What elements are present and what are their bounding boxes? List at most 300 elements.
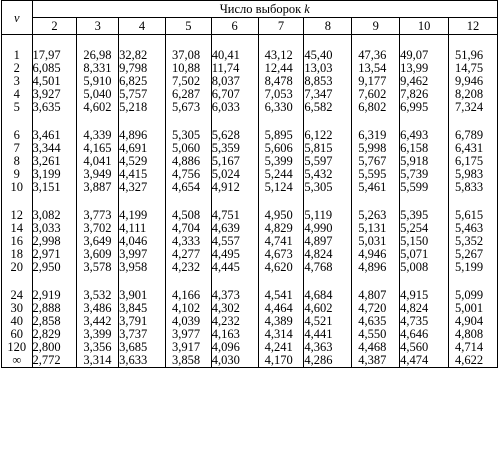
spacer-cell: [211, 194, 258, 209]
nu-cell: 30: [2, 302, 33, 315]
nu-cell: 6: [2, 129, 33, 142]
spacer-cell: [304, 274, 352, 289]
value-cell-k-4: 4,896: [119, 129, 166, 142]
value-cell-k-5: 4,756: [165, 168, 211, 181]
spacer-cell: [304, 35, 352, 50]
value-cell-k-5: 4,886: [165, 155, 211, 168]
value-cell-k-4: 3,791: [119, 315, 166, 328]
table-row: [2, 261, 498, 274]
value-cell-k-3: 4,165: [77, 142, 119, 155]
spacer-cell: [211, 274, 258, 289]
value-cell-k-8: 8,853: [304, 75, 352, 88]
nu-cell: 40: [2, 315, 33, 328]
value-cell-k-4: 3,737: [119, 328, 166, 341]
spacer-cell: [258, 274, 304, 289]
spacer-cell: [211, 35, 258, 50]
value-cell-k-9: 5,131: [352, 222, 400, 235]
spacer-cell: [77, 274, 119, 289]
spacer-row: [2, 274, 498, 289]
value-cell-k-8: 5,305: [304, 181, 352, 194]
value-cell-k-10: 4,646: [400, 328, 449, 341]
value-cell-k-5: 10,88: [165, 62, 211, 75]
value-cell-k-6: 4,096: [211, 341, 258, 354]
value-cell-k-5: 4,654: [165, 181, 211, 194]
value-cell-k-3: 5,040: [77, 88, 119, 101]
value-cell-k-9: 4,550: [352, 328, 400, 341]
value-cell-k-10: 6,995: [400, 101, 449, 114]
value-cell-k-9: 4,946: [352, 248, 400, 261]
value-cell-k-5: 7,502: [165, 75, 211, 88]
nu-cell: 20: [2, 261, 33, 274]
value-cell-k-10: 5,395: [400, 209, 449, 222]
column-header-k-5: 5: [165, 18, 211, 35]
spacer-cell: [258, 35, 304, 50]
value-cell-k-7: 4,829: [258, 222, 304, 235]
value-cell-k-9: 5,767: [352, 155, 400, 168]
column-header-k-12: 12: [449, 18, 498, 35]
spacer-cell: [449, 194, 498, 209]
value-cell-k-6: 4,751: [211, 209, 258, 222]
value-cell-k-7: 4,170: [258, 354, 304, 368]
spacer-cell: [449, 114, 498, 129]
value-cell-k-12: 5,833: [449, 181, 498, 194]
value-cell-k-5: 4,277: [165, 248, 211, 261]
spacer-cell: [352, 114, 400, 129]
value-cell-k-7: 5,606: [258, 142, 304, 155]
column-header-k-4: 4: [119, 18, 166, 35]
value-cell-k-2: 3,082: [32, 209, 77, 222]
value-cell-k-6: 4,639: [211, 222, 258, 235]
value-cell-k-2: 2,971: [32, 248, 77, 261]
value-cell-k-4: 5,218: [119, 101, 166, 114]
spacer-cell: [400, 114, 449, 129]
nu-cell: 9: [2, 168, 33, 181]
value-cell-k-3: 8,331: [77, 62, 119, 75]
value-cell-k-7: 7,053: [258, 88, 304, 101]
value-cell-k-2: 3,461: [32, 129, 77, 142]
value-cell-k-12: 5,615: [449, 209, 498, 222]
value-cell-k-4: 3,685: [119, 341, 166, 354]
value-cell-k-3: 4,339: [77, 129, 119, 142]
value-cell-k-7: 4,464: [258, 302, 304, 315]
value-cell-k-5: 4,232: [165, 261, 211, 274]
value-cell-k-5: 4,704: [165, 222, 211, 235]
value-cell-k-7: 12,44: [258, 62, 304, 75]
value-cell-k-3: 3,486: [77, 302, 119, 315]
value-cell-k-10: 49,07: [400, 49, 449, 62]
value-cell-k-6: 4,163: [211, 328, 258, 341]
spacer-cell: [2, 194, 33, 209]
value-cell-k-3: 3,609: [77, 248, 119, 261]
value-cell-k-12: 51,96: [449, 49, 498, 62]
value-cell-k-3: 4,602: [77, 101, 119, 114]
value-cell-k-8: 4,286: [304, 354, 352, 368]
value-cell-k-2: 3,033: [32, 222, 77, 235]
spacer-cell: [77, 35, 119, 50]
value-cell-k-8: 45,40: [304, 49, 352, 62]
spacer-cell: [119, 35, 166, 50]
value-cell-k-10: 9,462: [400, 75, 449, 88]
value-cell-k-6: 6,707: [211, 88, 258, 101]
value-cell-k-7: 5,895: [258, 129, 304, 142]
value-cell-k-9: 5,263: [352, 209, 400, 222]
value-cell-k-5: 4,102: [165, 302, 211, 315]
value-cell-k-3: 3,578: [77, 261, 119, 274]
header-row-columns: [2, 18, 498, 35]
nu-cell: ∞: [2, 354, 33, 368]
table-row: [2, 101, 498, 114]
value-cell-k-3: 4,041: [77, 155, 119, 168]
value-cell-k-6: 4,445: [211, 261, 258, 274]
value-cell-k-2: 2,829: [32, 328, 77, 341]
value-cell-k-5: 3,977: [165, 328, 211, 341]
value-cell-k-5: 4,039: [165, 315, 211, 328]
spacer-cell: [119, 194, 166, 209]
value-cell-k-6: 5,167: [211, 155, 258, 168]
value-cell-k-12: 4,904: [449, 315, 498, 328]
value-cell-k-3: 3,314: [77, 354, 119, 368]
value-cell-k-7: 4,620: [258, 261, 304, 274]
value-cell-k-4: 4,691: [119, 142, 166, 155]
value-cell-k-6: 4,495: [211, 248, 258, 261]
value-cell-k-2: 2,919: [32, 289, 77, 302]
spacer-cell: [2, 35, 33, 50]
value-cell-k-9: 4,635: [352, 315, 400, 328]
value-cell-k-9: 7,602: [352, 88, 400, 101]
value-cell-k-12: 6,431: [449, 142, 498, 155]
value-cell-k-12: 9,946: [449, 75, 498, 88]
value-cell-k-4: 4,199: [119, 209, 166, 222]
value-cell-k-10: 4,560: [400, 341, 449, 354]
value-cell-k-8: 5,597: [304, 155, 352, 168]
nu-cell: 24: [2, 289, 33, 302]
value-cell-k-9: 47,36: [352, 49, 400, 62]
value-cell-k-3: 3,356: [77, 341, 119, 354]
value-cell-k-7: 4,950: [258, 209, 304, 222]
value-cell-k-10: 4,824: [400, 302, 449, 315]
spacer-cell: [32, 194, 77, 209]
value-cell-k-10: 4,915: [400, 289, 449, 302]
value-cell-k-10: 6,158: [400, 142, 449, 155]
nu-cell: 14: [2, 222, 33, 235]
value-cell-k-2: 4,501: [32, 75, 77, 88]
value-cell-k-3: 3,532: [77, 289, 119, 302]
value-cell-k-2: 6,085: [32, 62, 77, 75]
value-cell-k-2: 2,772: [32, 354, 77, 368]
table-title-text: Число выборок: [219, 1, 305, 16]
value-cell-k-2: 2,888: [32, 302, 77, 315]
value-cell-k-2: 3,635: [32, 101, 77, 114]
value-cell-k-9: 6,802: [352, 101, 400, 114]
spacer-cell: [258, 194, 304, 209]
value-cell-k-10: 7,826: [400, 88, 449, 101]
value-cell-k-3: 3,949: [77, 168, 119, 181]
value-cell-k-5: 4,508: [165, 209, 211, 222]
value-cell-k-5: 4,166: [165, 289, 211, 302]
value-cell-k-4: 4,529: [119, 155, 166, 168]
value-cell-k-4: 4,111: [119, 222, 166, 235]
spacer-cell: [352, 274, 400, 289]
spacer-cell: [2, 114, 33, 129]
value-cell-k-12: 4,808: [449, 328, 498, 341]
value-cell-k-9: 13,54: [352, 62, 400, 75]
value-cell-k-3: 3,887: [77, 181, 119, 194]
value-cell-k-6: 5,628: [211, 129, 258, 142]
value-cell-k-12: 7,324: [449, 101, 498, 114]
spacer-row: [2, 194, 498, 209]
value-cell-k-4: 4,415: [119, 168, 166, 181]
value-cell-k-3: 5,910: [77, 75, 119, 88]
value-cell-k-4: 9,798: [119, 62, 166, 75]
value-cell-k-10: 5,918: [400, 155, 449, 168]
value-cell-k-4: 6,825: [119, 75, 166, 88]
value-cell-k-10: 4,735: [400, 315, 449, 328]
spacer-cell: [119, 114, 166, 129]
value-cell-k-8: 5,432: [304, 168, 352, 181]
value-cell-k-4: 3,633: [119, 354, 166, 368]
value-cell-k-12: 14,75: [449, 62, 498, 75]
spacer-cell: [352, 194, 400, 209]
value-cell-k-8: 6,122: [304, 129, 352, 142]
spacer-cell: [77, 194, 119, 209]
value-cell-k-6: 11,74: [211, 62, 258, 75]
spacer-cell: [211, 114, 258, 129]
spacer-cell: [165, 114, 211, 129]
value-cell-k-3: 26,98: [77, 49, 119, 62]
spacer-cell: [258, 114, 304, 129]
spacer-cell: [32, 274, 77, 289]
value-cell-k-10: 4,474: [400, 354, 449, 368]
table-body: [2, 35, 498, 368]
value-cell-k-3: 3,649: [77, 235, 119, 248]
value-cell-k-2: 2,998: [32, 235, 77, 248]
value-cell-k-8: 4,363: [304, 341, 352, 354]
value-cell-k-12: 6,175: [449, 155, 498, 168]
value-cell-k-7: 4,389: [258, 315, 304, 328]
column-header-k-3: 3: [77, 18, 119, 35]
value-cell-k-8: 13,03: [304, 62, 352, 75]
value-cell-k-2: 2,950: [32, 261, 77, 274]
nu-cell: 60: [2, 328, 33, 341]
value-cell-k-8: 6,582: [304, 101, 352, 114]
value-cell-k-12: 5,099: [449, 289, 498, 302]
value-cell-k-9: 4,807: [352, 289, 400, 302]
critical-values-table-container: [1, 0, 499, 450]
value-cell-k-8: 4,684: [304, 289, 352, 302]
table-title-k: k: [304, 1, 310, 16]
spacer-cell: [32, 114, 77, 129]
value-cell-k-7: 8,478: [258, 75, 304, 88]
spacer-cell: [400, 274, 449, 289]
value-cell-k-7: 4,741: [258, 235, 304, 248]
value-cell-k-6: 4,912: [211, 181, 258, 194]
table-title: [32, 1, 497, 18]
value-cell-k-6: 4,557: [211, 235, 258, 248]
value-cell-k-6: 5,359: [211, 142, 258, 155]
spacer-row: [2, 35, 498, 50]
nu-cell: 7: [2, 142, 33, 155]
nu-cell: 2: [2, 62, 33, 75]
column-header-k-10: 10: [400, 18, 449, 35]
value-cell-k-12: 8,208: [449, 88, 498, 101]
value-cell-k-5: 37,08: [165, 49, 211, 62]
nu-cell: 12: [2, 209, 33, 222]
column-header-k-6: 6: [211, 18, 258, 35]
value-cell-k-7: 5,244: [258, 168, 304, 181]
value-cell-k-2: 17,97: [32, 49, 77, 62]
spacer-cell: [304, 114, 352, 129]
value-cell-k-8: 4,602: [304, 302, 352, 315]
nu-column-header: [2, 1, 33, 35]
spacer-cell: [165, 35, 211, 50]
value-cell-k-2: 3,199: [32, 168, 77, 181]
value-cell-k-8: 4,897: [304, 235, 352, 248]
spacer-cell: [400, 35, 449, 50]
value-cell-k-4: 3,901: [119, 289, 166, 302]
value-cell-k-6: 5,024: [211, 168, 258, 181]
value-cell-k-12: 5,352: [449, 235, 498, 248]
value-cell-k-12: 5,001: [449, 302, 498, 315]
value-cell-k-10: 5,599: [400, 181, 449, 194]
value-cell-k-5: 5,060: [165, 142, 211, 155]
value-cell-k-4: 3,958: [119, 261, 166, 274]
value-cell-k-2: 2,800: [32, 341, 77, 354]
value-cell-k-6: 4,232: [211, 315, 258, 328]
value-cell-k-9: 4,387: [352, 354, 400, 368]
value-cell-k-8: 4,824: [304, 248, 352, 261]
value-cell-k-9: 5,595: [352, 168, 400, 181]
spacer-cell: [400, 194, 449, 209]
value-cell-k-12: 5,199: [449, 261, 498, 274]
value-cell-k-9: 5,461: [352, 181, 400, 194]
value-cell-k-9: 4,720: [352, 302, 400, 315]
nu-cell: 4: [2, 88, 33, 101]
value-cell-k-4: 3,997: [119, 248, 166, 261]
value-cell-k-7: 4,241: [258, 341, 304, 354]
value-cell-k-7: 5,124: [258, 181, 304, 194]
value-cell-k-10: 5,071: [400, 248, 449, 261]
value-cell-k-7: 4,541: [258, 289, 304, 302]
value-cell-k-7: 6,330: [258, 101, 304, 114]
value-cell-k-12: 5,267: [449, 248, 498, 261]
value-cell-k-6: 4,030: [211, 354, 258, 368]
value-cell-k-12: 5,463: [449, 222, 498, 235]
value-cell-k-6: 4,373: [211, 289, 258, 302]
value-cell-k-5: 6,287: [165, 88, 211, 101]
nu-cell: 120: [2, 341, 33, 354]
spacer-row: [2, 114, 498, 129]
value-cell-k-7: 43,12: [258, 49, 304, 62]
value-cell-k-2: 3,261: [32, 155, 77, 168]
value-cell-k-10: 5,254: [400, 222, 449, 235]
value-cell-k-10: 5,008: [400, 261, 449, 274]
value-cell-k-4: 4,046: [119, 235, 166, 248]
value-cell-k-9: 4,468: [352, 341, 400, 354]
value-cell-k-2: 3,151: [32, 181, 77, 194]
value-cell-k-5: 5,305: [165, 129, 211, 142]
value-cell-k-2: 3,344: [32, 142, 77, 155]
value-cell-k-7: 5,399: [258, 155, 304, 168]
value-cell-k-8: 7,347: [304, 88, 352, 101]
spacer-cell: [77, 114, 119, 129]
nu-cell: 16: [2, 235, 33, 248]
value-cell-k-8: 5,815: [304, 142, 352, 155]
value-cell-k-2: 2,858: [32, 315, 77, 328]
nu-symbol: ν: [13, 11, 20, 25]
value-cell-k-10: 13,99: [400, 62, 449, 75]
nu-cell: 8: [2, 155, 33, 168]
value-cell-k-5: 3,917: [165, 341, 211, 354]
nu-cell: 3: [2, 75, 33, 88]
value-cell-k-12: 5,983: [449, 168, 498, 181]
value-cell-k-9: 5,998: [352, 142, 400, 155]
value-cell-k-8: 4,521: [304, 315, 352, 328]
value-cell-k-3: 3,442: [77, 315, 119, 328]
table-row: [2, 181, 498, 194]
value-cell-k-5: 4,333: [165, 235, 211, 248]
column-header-k-9: 9: [352, 18, 400, 35]
spacer-cell: [2, 274, 33, 289]
value-cell-k-10: 5,150: [400, 235, 449, 248]
value-cell-k-9: 5,031: [352, 235, 400, 248]
value-cell-k-8: 5,119: [304, 209, 352, 222]
value-cell-k-4: 3,845: [119, 302, 166, 315]
critical-values-table: [1, 0, 498, 368]
value-cell-k-3: 3,399: [77, 328, 119, 341]
nu-cell: 10: [2, 181, 33, 194]
value-cell-k-9: 6,319: [352, 129, 400, 142]
value-cell-k-7: 4,673: [258, 248, 304, 261]
value-cell-k-3: 3,773: [77, 209, 119, 222]
value-cell-k-10: 6,493: [400, 129, 449, 142]
value-cell-k-4: 5,757: [119, 88, 166, 101]
value-cell-k-8: 4,990: [304, 222, 352, 235]
value-cell-k-6: 4,302: [211, 302, 258, 315]
spacer-cell: [449, 35, 498, 50]
value-cell-k-8: 4,441: [304, 328, 352, 341]
value-cell-k-8: 4,768: [304, 261, 352, 274]
value-cell-k-7: 4,314: [258, 328, 304, 341]
value-cell-k-4: 32,82: [119, 49, 166, 62]
header-row-title: [2, 1, 498, 18]
spacer-cell: [449, 274, 498, 289]
spacer-cell: [165, 194, 211, 209]
value-cell-k-9: 9,177: [352, 75, 400, 88]
value-cell-k-12: 4,622: [449, 354, 498, 368]
column-header-k-8: 8: [304, 18, 352, 35]
value-cell-k-5: 3,858: [165, 354, 211, 368]
column-header-k-2: 2: [32, 18, 77, 35]
value-cell-k-5: 5,673: [165, 101, 211, 114]
table-row: [2, 354, 498, 368]
spacer-cell: [304, 194, 352, 209]
column-header-k-7: 7: [258, 18, 304, 35]
value-cell-k-6: 8,037: [211, 75, 258, 88]
value-cell-k-2: 3,927: [32, 88, 77, 101]
value-cell-k-12: 6,789: [449, 129, 498, 142]
value-cell-k-10: 5,739: [400, 168, 449, 181]
nu-cell: 18: [2, 248, 33, 261]
value-cell-k-4: 4,327: [119, 181, 166, 194]
value-cell-k-9: 4,896: [352, 261, 400, 274]
spacer-cell: [32, 35, 77, 50]
nu-cell: 5: [2, 101, 33, 114]
value-cell-k-3: 3,702: [77, 222, 119, 235]
nu-cell: 1: [2, 49, 33, 62]
value-cell-k-12: 4,714: [449, 341, 498, 354]
spacer-cell: [352, 35, 400, 50]
spacer-cell: [119, 274, 166, 289]
